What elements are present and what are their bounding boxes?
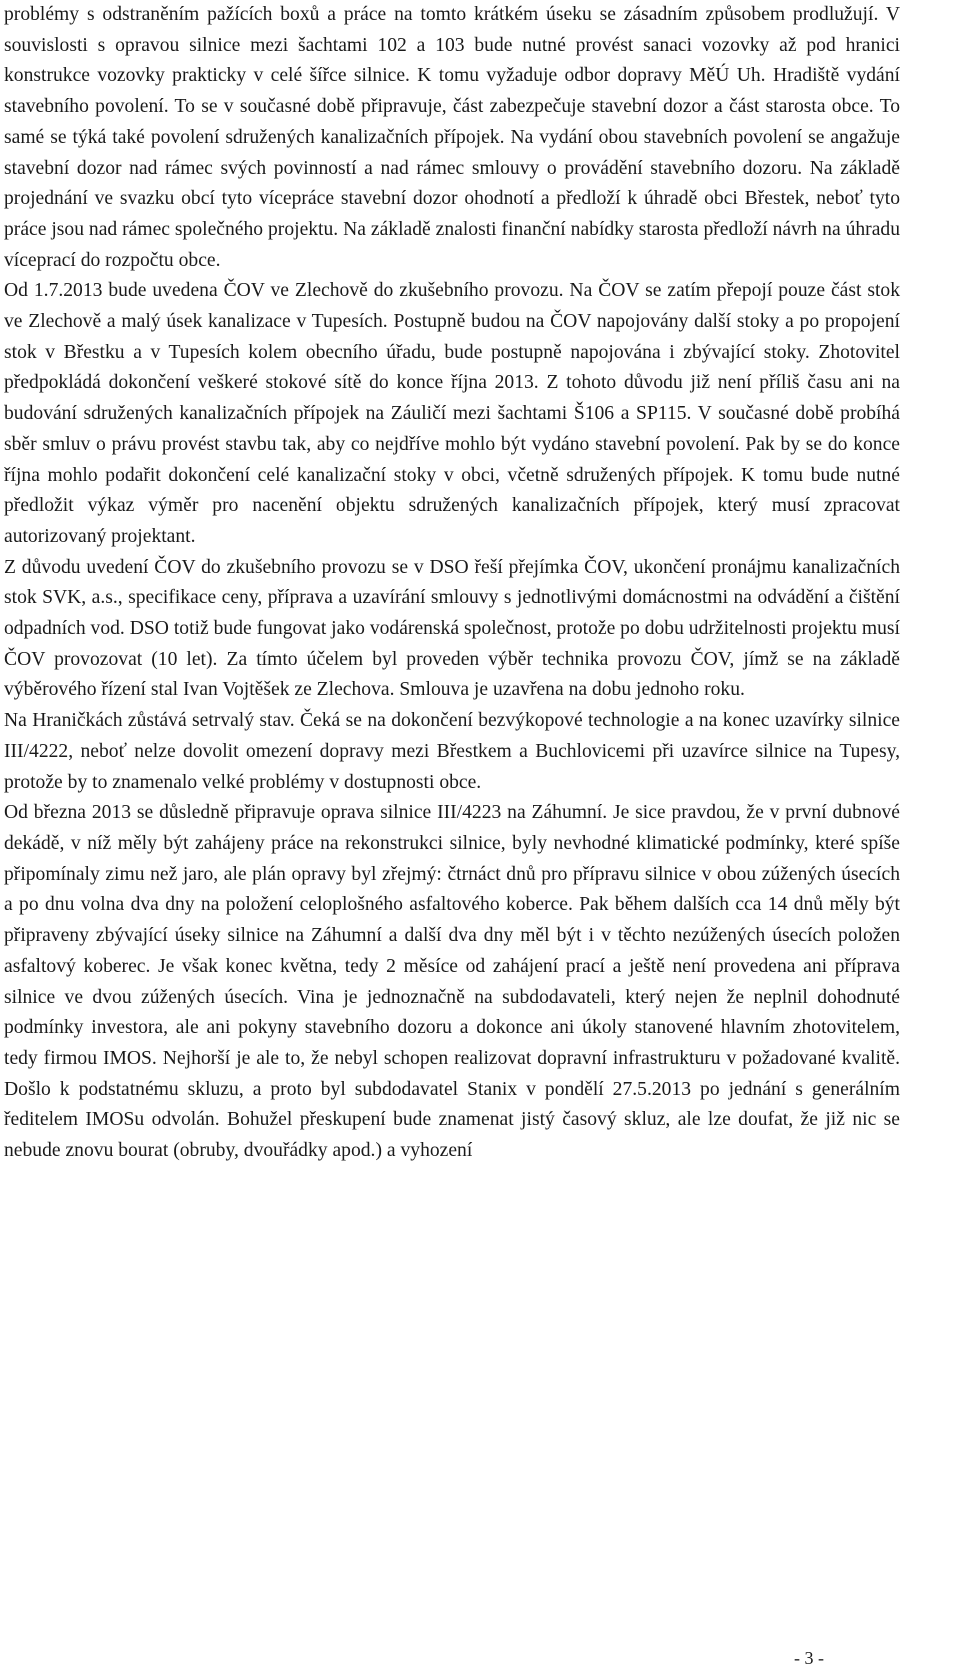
paragraph-zahumni-road-repair: Od března 2013 se důsledně připravuje oprava silnice III/4223 na Záhumní. Je sice pravdou, že v první dubnové dekádě, v níž měly být zahájeny práce na rekonstrukci silnice, byly nevhodné klimatické podmínky, které spíše připomínaly zimu než jaro, ale plán opravy byl zřejmý: čtrnáct dnů pro přípravu silnice v obou zúžených úsecích a po dnu volna dva dny na položení celoplošného asfaltového koberce. Pak během dalších cca 14 dnů měly být připraveny zbývající úseky silnice na Záhumní a další dva dny měl být i v těchto nezúžených úsecích položen asfaltový koberec. Je však konec května, tedy 2 měsíce od zahájení prací a ještě není provedena ani příprava silnice ve dvou zúžených úsecích. Vina je jednoznačně na subdodavateli, který nejen že neplnil dohodnuté podmínky investora, ale ani pokyny stavebního dozoru a dokonce ani úkoly stanovené hlavním zhotovitelem, tedy firmou IMOS. Nejhorší je ale to, že nebyl schopen realizovat dopravní infrastrukturu v požadované kvalitě. Došlo k podstatnému skluzu, a proto byl subdodavatel Stanix v pondělí 27.5.2013 po jednání s generálním ředitelem IMOSu odvolán. Bohužel přeskupení bude znamenat jistý časový skluz, ale lze doufat, že již nic se nebude znovu bourat (obruby, dvouřádky apod.) a vyhození <box>4 802 900 1162</box>
paragraph-road-repair-permits: problémy s odstraněním pažících boxů a práce na tomto krátkém úseku se zásadním způsobem prodlužují. V souvislosti s opravou silnice mezi šachtami 102 a 103 bude nutné provést sanaci vozovky až pod hranici konstrukce vozovky prakticky v celé šířce silnice. K tomu vyžaduje odbor dopravy MěÚ Uh. Hradiště vydání stavebního povolení. To se v současné době připravuje, část zabezpečuje stavební dozor a část starosta obce. To samé se týká také povolení sdružených kanalizačních přípojek. Na vydání obou stavebních povolení se angažuje stavební dozor nad rámec svých povinností a nad rámec smlouvy o provádění stavebního dozoru. Na základě projednání ve svazku obcí tyto vícepráce stavební dozor ohodnotí a předloží k úhradě obci Břestek, neboť tyto práce jsou nad rámec společného projektu. Na základě znalosti finanční nabídky starosta předloží návrh na úhradu víceprací do rozpočtu obce. <box>4 4 900 271</box>
paragraph-hranicky-status: Na Hraničkách zůstává setrvalý stav. Čeká se na dokončení bezvýkopové technologie a na konec uzavírky silnice III/4222, neboť nelze dovolit omezení dopravy mezi Břestkem a Buchlovicemi při uzavírce silnice na Tupesy, protože by to znamenalo velké problémy v dostupnosti obce. <box>4 710 900 793</box>
page-number: - 3 - <box>794 1648 824 1668</box>
paragraph-wastewater-plant-launch: Od 1.7.2013 bude uvedena ČOV ve Zlechově do zkušebního provozu. Na ČOV se zatím přepojí pouze část stok ve Zlechově a malý úsek kanalizace v Tupesích. Postupně budou na ČOV napojovány další stoky a po propojení stok v Břestku a v Tupesích kolem obecního úřadu, bude postupně napojována i zbývající stoky. Zhotovitel předpokládá dokončení veškeré stokové sítě do konce října 2013. Z tohoto důvodu již není příliš času ani na budování sdružených kanalizačních přípojek na Záuličí mezi šachtami Š106 a SP115. V současné době probíhá sběr smluv o právu provést stavbu tak, aby co nejdříve mohlo být vydáno stavební povolení. Pak by se do konce října mohlo podařit dokončení celé kanalizační stoky v obci, včetně sdružených přípojek. K tomu bude nutné předložit výkaz výměr pro nacenění objektu sdružených kanalizačních přípojek, který musí zpracovat autorizovaný projektant. <box>4 280 900 547</box>
paragraph-dso-operation: Z důvodu uvedení ČOV do zkušebního provozu se v DSO řeší přejímka ČOV, ukončení pronájmu kanalizačních stok SVK, a.s., specifikace ceny, příprava a uzavírání smlouvy s jednotlivými domácnostmi na odvádění a čištění odpadních vod. DSO totiž bude fungovat jako vodárenská společnost, protože po dobu udržitelnosti projektu musí ČOV provozovat (10 let). Za tímto účelem byl proveden výběr technika provozu ČOV, jímž se na základě výběrového řízení stal Ivan Vojtěšek ze Zlechova. Smlouva je uzavřena na dobu jednoho roku. <box>4 556 900 701</box>
body-text <box>4 0 900 1167</box>
